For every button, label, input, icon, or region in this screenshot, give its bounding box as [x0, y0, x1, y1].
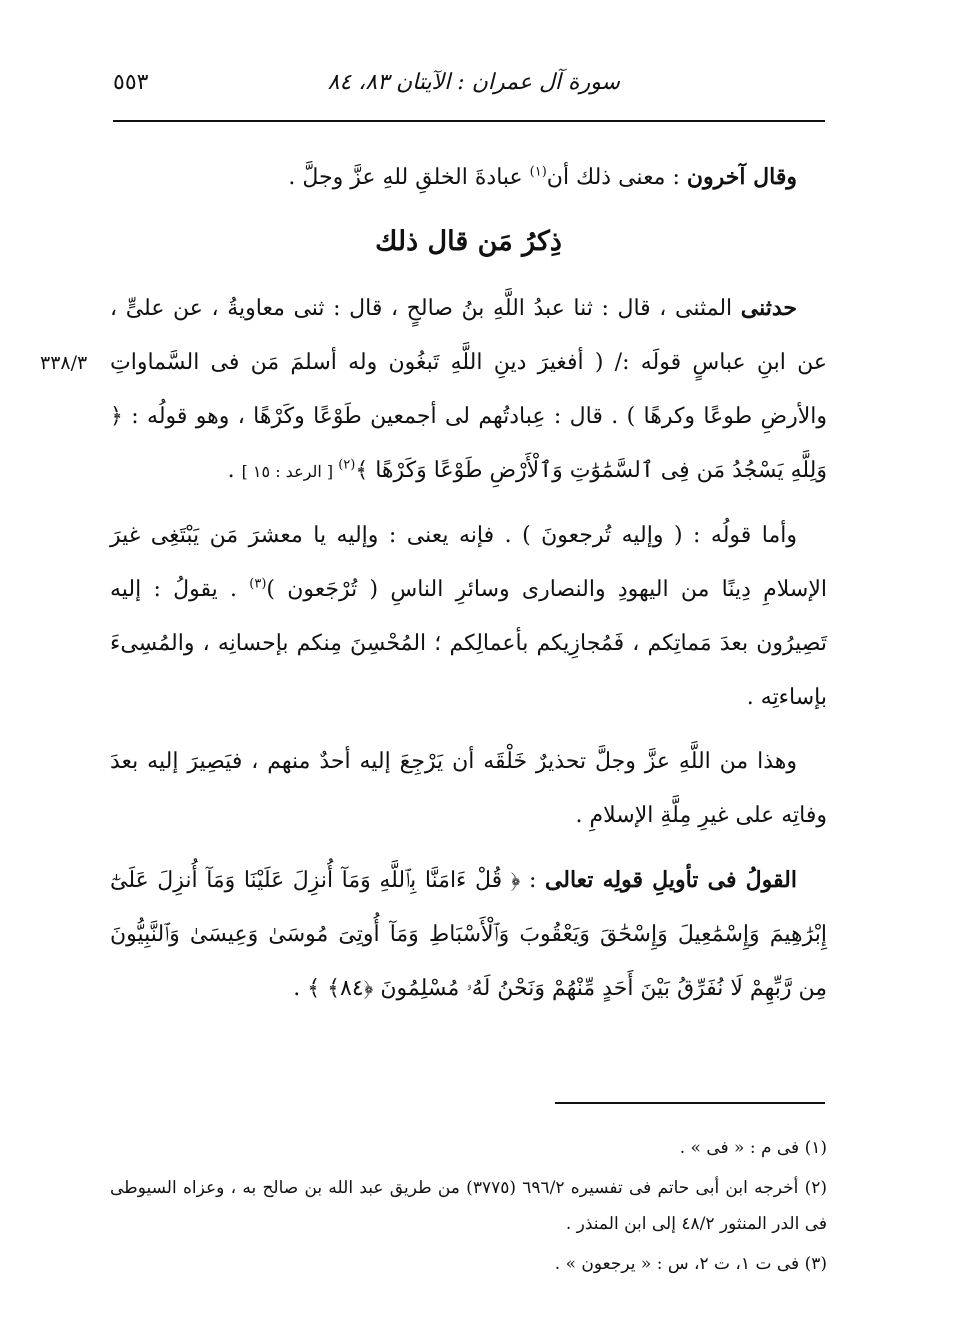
paragraph-text: وهذا من اللَّهِ عزَّ وجلَّ تحذيرٌ خَلْقَه أن يَرْجِعَ إليه أحدٌ منهم ، فيَصِيرَ إليه بعدَ وفاتِه على غيرِ مِلَّةِ الإسلامِ . [110, 749, 827, 828]
footnote-1: (١) فى م : « فى » . [679, 1138, 827, 1158]
paragraph-text: وأما قولُه : ( وإليه تُرجعونَ ) . فإنه يعنى : وإليه يا معشرَ مَن يَبْتَغِى غيرَ الإسلامِ دِينًا من اليهودِ والنصارى وسائرِ الناسِ ( تُرْجَعون ) [110, 523, 827, 602]
footnote-marker-2: (٢) [338, 457, 356, 473]
paragraph-text: . [227, 458, 242, 483]
paragraph-text: عبادةَ الخلقِ للهِ عزَّ وجلَّ . [288, 165, 530, 190]
section-heading: ذِكرُ مَن قال ذلك [375, 226, 562, 257]
verse-text: : ﴿ قُلْ ءَامَنَّا بِٱللَّهِ وَمَآ أُنزِلَ عَلَيْنَا وَمَآ أُنزِلَ عَلَىٰٓ إِبْرَٰهِيمَ وَإِسْمَٰعِيلَ وَإِسْحَٰقَ وَيَعْقُوبَ وَٱلْأَسْبَاطِ وَمَآ أُوتِىَ مُوسَىٰ وَعِيسَىٰ وَٱلنَّبِيُّونَ مِن رَّبِّهِمْ لَا نُفَرِّقُ بَيْنَ أَحَدٍ مِّنْهُمْ وَنَحْنُ لَهُۥ مُسْلِمُونَ ﴿٨٤﴾ ﴾ . [110, 868, 827, 1001]
footnotes [110, 1130, 827, 1286]
verse-reference: [ الرعد : ١٥ ] [241, 462, 339, 481]
running-title: سورة آل عمران : الآيتان ٨٣، ٨٤ [327, 70, 620, 95]
paragraph-4 [110, 735, 827, 843]
footnote-2: (٢) أخرجه ابن أبى حاتم فى تفسيره ٦٩٦/٢ (٣٧٧٥) من طريق عبد الله بن صالح به ، وعزاه السيوطى فى الدر المنثور ٤٨/٢ إلى ابن المنذر . [110, 1178, 828, 1234]
margin-reference: ٣٣٨/٣ [40, 352, 88, 374]
main-text [110, 150, 827, 1026]
narration-label: حدثنى [740, 295, 797, 321]
footnote-marker-1: (١) [529, 164, 547, 180]
paragraph-text: . يقولُ : إليه تَصِيرُون بعدَ مَماتِكم ، فَمُجازِيكم بأعمالِكم ؛ المُحْسِنَ مِنكم بإحسانِه ، والمُسِىءَ بإساءتِه . [110, 577, 827, 710]
footnote-3: (٣) فى ت ١، ت ٢، س : « يرجعون » . [554, 1254, 827, 1274]
page-number: ٥٥٣ [113, 70, 149, 95]
paragraph-text: المثنى ، قال : ثنا عبدُ اللَّهِ بنُ صالحٍ ، قال : ثنى معاويةُ ، عن علىٍّ ، عن ابنِ عباسٍ قولَه :/ ( أفغيرَ دينِ اللَّهِ تَبغُون وله أسلمَ مَن فى السَّماواتِ والأرضِ طوعًا وكرهًا ) . قال : عِبادتُهم لى أجمعين طَوْعًا وكَرْهًا ، وهو قولُه : ﴿ وَلِلَّهِ يَسْجُدُ مَن فِى ٱلسَّمَٰوَٰتِ وَٱلْأَرْضِ طَوْعًا وَكَرْهًا ﴾ [110, 296, 827, 483]
speaker-label: وقال آخرون [686, 164, 797, 190]
header-rule [113, 120, 825, 122]
footnote-rule [555, 1102, 825, 1104]
paragraph-text: : معنى ذلك أن [546, 165, 687, 190]
paragraph-3 [110, 509, 827, 725]
section-label: القولُ فى تأويلِ قولِه تعالى [544, 867, 797, 893]
paragraph-2 [110, 281, 827, 499]
page-header [113, 70, 825, 104]
paragraph-1 [110, 150, 827, 205]
paragraph-5 [110, 853, 827, 1016]
footnote-marker-3: (٣) [249, 576, 267, 592]
